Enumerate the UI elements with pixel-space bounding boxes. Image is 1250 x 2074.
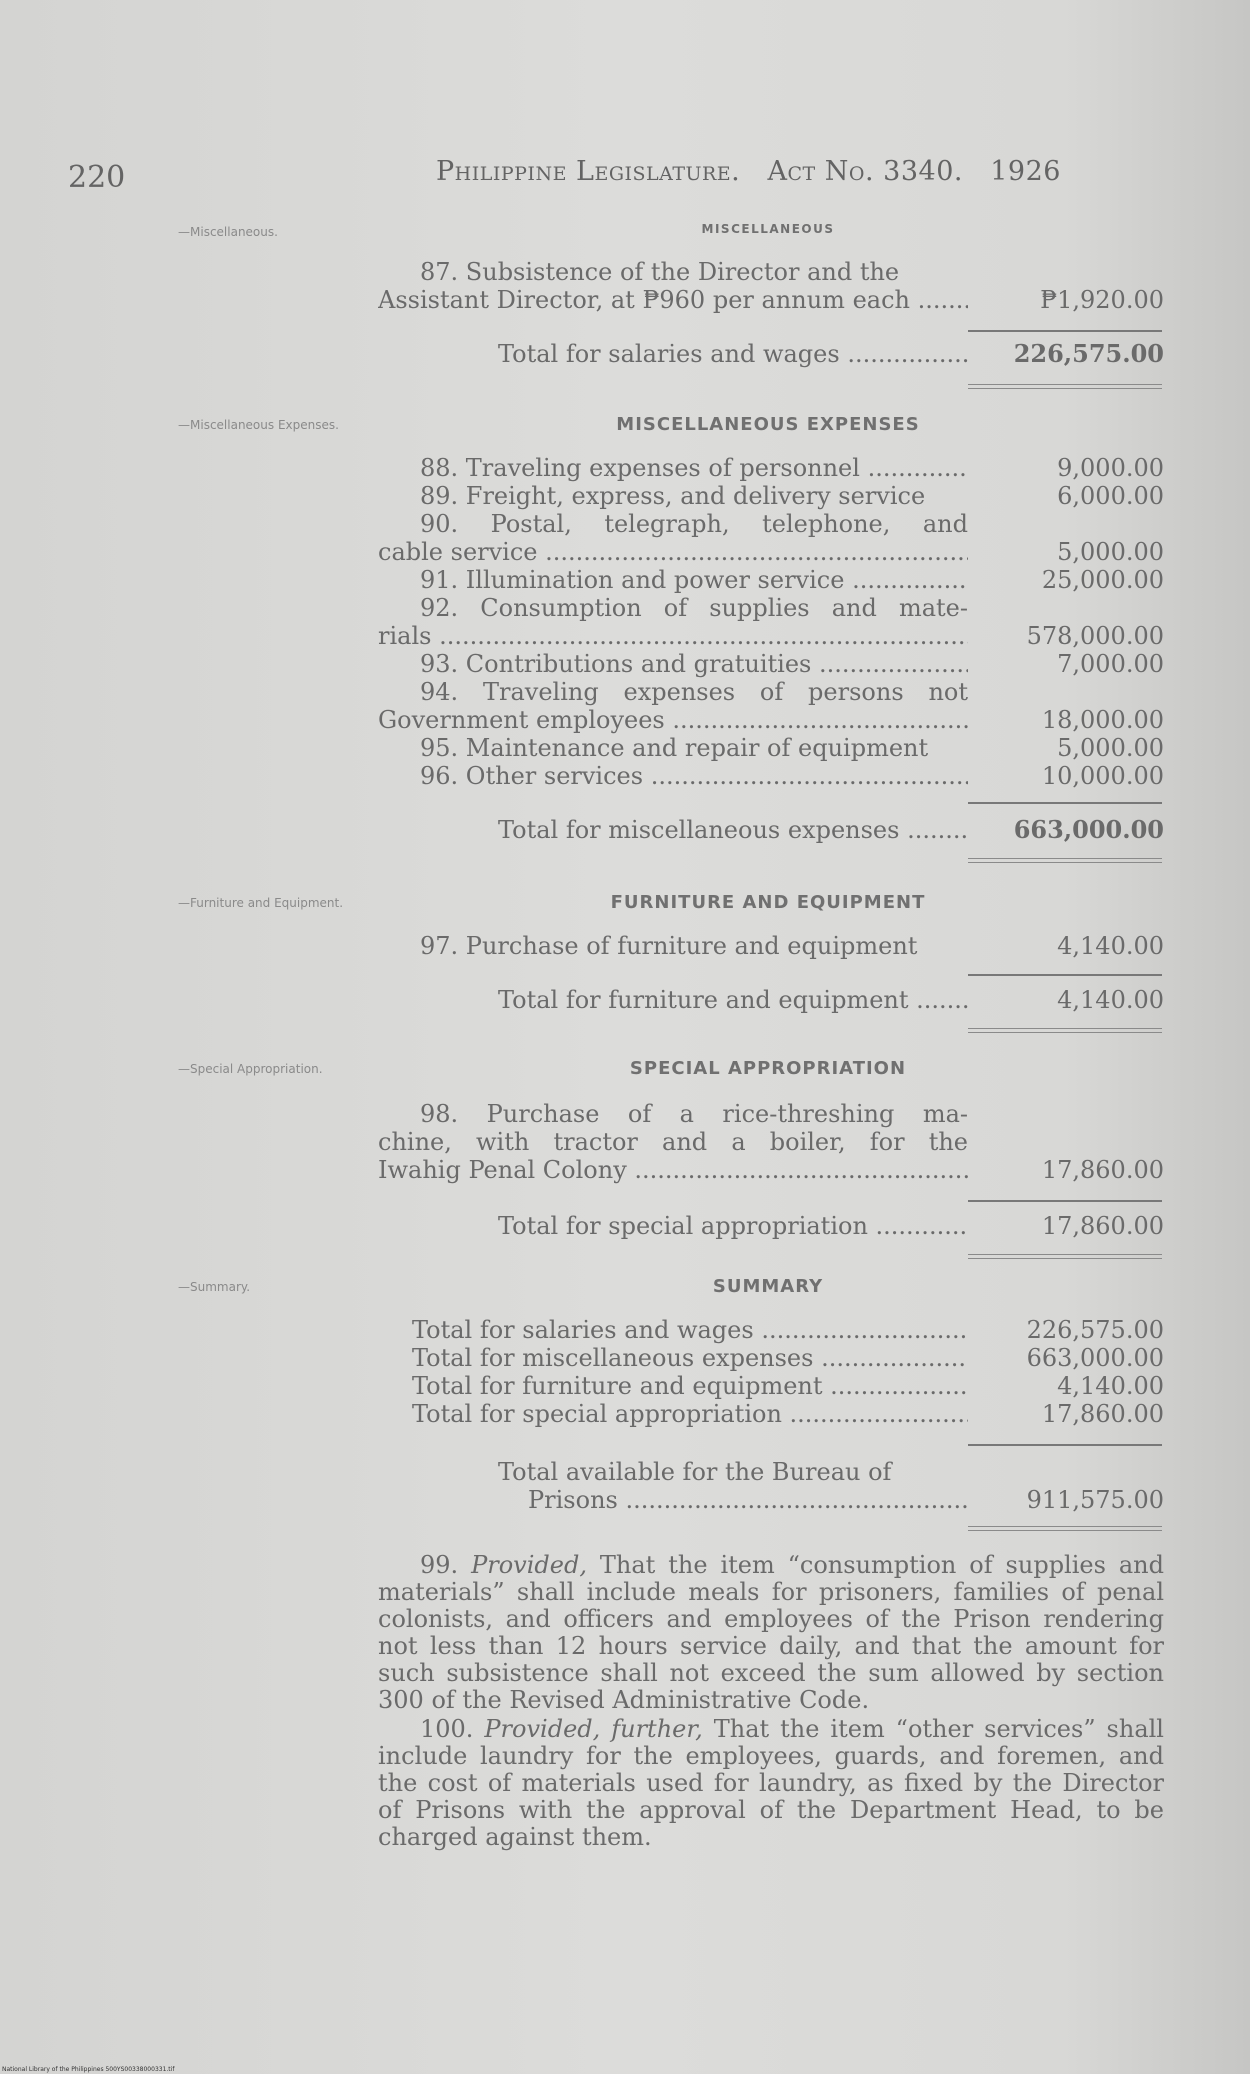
total-salaries-label: Total for salaries and wages ..... xyxy=(378,340,968,368)
summary-furniture-amount: 4,140.00 xyxy=(1057,1372,1164,1400)
total-salaries-amount: 226,575.00 xyxy=(1013,339,1164,368)
rule xyxy=(968,974,1162,976)
grand-total-line2: Prisons ..... xyxy=(378,1486,968,1514)
rule xyxy=(968,802,1162,804)
total-furniture-label: Total for furniture and equipment ..... xyxy=(378,986,968,1014)
item-98-line1: 98. Purchase of a rice-threshing ma- xyxy=(420,1100,968,1128)
summary-special-amount: 17,860.00 xyxy=(1041,1400,1164,1428)
double-rule xyxy=(968,1254,1162,1259)
running-header xyxy=(436,156,1061,187)
item-98-line3: Iwahig Penal Colony ..... xyxy=(378,1156,968,1184)
total-special-label: Total for special appropriation ..... xyxy=(378,1212,968,1240)
item-97: 97. Purchase of furniture and equipment xyxy=(420,932,918,960)
item-93-amount: 7,000.00 xyxy=(1057,650,1164,678)
double-rule xyxy=(968,384,1162,389)
item-92-line2: rials ..... xyxy=(378,622,968,650)
proviso-100-emphasis: Provided, further, xyxy=(484,1715,703,1743)
item-90-amount: 5,000.00 xyxy=(1057,538,1164,566)
proviso-99-text: That the item “consumption of supplies and materials” shall include meals for prisoners, families of penal colonists, and officers and employees of the Prison rendering not less than 12 hours service daily, and that the amount for such subsistence shall not exceed the sum allowed by section 300 of the Revised Administrative Code. xyxy=(378,1551,1164,1714)
summary-salaries-amount: 226,575.00 xyxy=(1026,1316,1164,1344)
proviso-99-emphasis: Provided, xyxy=(471,1551,587,1579)
item-87-line1: 87. Subsistence of the Director and the xyxy=(420,258,900,286)
header-legislature: Philippine Legislature. xyxy=(436,156,741,187)
proviso-99 xyxy=(378,1552,1164,1714)
item-93: 93. Contributions and gratuities ..... xyxy=(378,650,968,678)
item-91: 91. Illumination and power service ..... xyxy=(378,566,968,594)
grand-total-amount: 911,575.00 xyxy=(1026,1486,1164,1514)
proviso-100 xyxy=(378,1716,1164,1851)
page-number: 220 xyxy=(68,160,126,195)
summary-salaries: Total for salaries and wages ..... xyxy=(378,1316,968,1344)
section-heading-furniture: FURNITURE AND EQUIPMENT xyxy=(610,892,926,913)
proviso-100-text: That the item “other services” shall include laundry for the employees, guards, and foremen, and the cost of materials used for laundry, as fixed by the Director of Prisons with the approval of the Department Head, to be charged against them. xyxy=(378,1715,1164,1851)
margin-note-special: —Special Appropriation. xyxy=(178,1062,323,1076)
rule xyxy=(968,1200,1162,1202)
item-87-line2: Assistant Director, at ₱960 per annum each ..... xyxy=(378,286,968,314)
item-94-line2: Government employees ..... xyxy=(378,706,968,734)
total-furniture-amount: 4,140.00 xyxy=(1057,986,1164,1014)
rule xyxy=(968,1444,1162,1446)
item-95: 95. Maintenance and repair of equipment xyxy=(420,734,929,762)
item-88: 88. Traveling expenses of personnel ..... xyxy=(378,454,968,482)
total-misc-amount: 663,000.00 xyxy=(1013,815,1164,844)
summary-special: Total for special appropriation ..... xyxy=(378,1400,968,1428)
item-92-line1: 92. Consumption of supplies and mate- xyxy=(420,594,968,622)
rule xyxy=(968,330,1162,332)
item-89: 89. Freight, express, and delivery service xyxy=(420,482,926,510)
proviso-100-number: 100. xyxy=(420,1715,474,1743)
section-heading-special: SPECIAL APPROPRIATION xyxy=(629,1058,907,1079)
item-94-amount: 18,000.00 xyxy=(1041,706,1164,734)
item-98-amount: 17,860.00 xyxy=(1041,1156,1164,1184)
item-96-amount: 10,000.00 xyxy=(1041,762,1164,790)
margin-note-summary: —Summary. xyxy=(178,1280,251,1294)
header-act: Act No. 3340. xyxy=(767,156,963,187)
double-rule xyxy=(968,858,1162,863)
item-90-line1: 90. Postal, telegraph, telephone, and xyxy=(420,510,968,538)
double-rule xyxy=(968,1526,1162,1531)
item-98-line2: chine, with tractor and a boiler, for the xyxy=(378,1128,968,1156)
proviso-99-number: 99. xyxy=(420,1551,459,1579)
item-88-amount: 9,000.00 xyxy=(1057,454,1164,482)
margin-note-misc: —Miscellaneous. xyxy=(178,225,278,239)
item-94-line1: 94. Traveling expenses of persons not xyxy=(420,678,968,706)
item-89-amount: 6,000.00 xyxy=(1057,482,1164,510)
header-year: 1926 xyxy=(990,156,1061,187)
grand-total-line1: Total available for the Bureau of xyxy=(498,1458,892,1486)
section-heading-misc: MISCELLANEOUS xyxy=(701,222,835,236)
summary-furniture: Total for furniture and equipment ..... xyxy=(378,1372,968,1400)
item-92-amount: 578,000.00 xyxy=(1026,622,1164,650)
item-95-amount: 5,000.00 xyxy=(1057,734,1164,762)
total-misc-label: Total for miscellaneous expenses ..... xyxy=(378,816,968,844)
item-96: 96. Other services ..... xyxy=(378,762,968,790)
summary-misc-amount: 663,000.00 xyxy=(1026,1344,1164,1372)
item-87-amount: ₱1,920.00 xyxy=(1040,286,1164,314)
margin-note-misc-expenses: —Miscellaneous Expenses. xyxy=(178,418,339,432)
summary-misc: Total for miscellaneous expenses ..... xyxy=(378,1344,968,1372)
item-97-amount: 4,140.00 xyxy=(1057,932,1164,960)
double-rule xyxy=(968,1028,1162,1033)
item-91-amount: 25,000.00 xyxy=(1041,566,1164,594)
margin-note-furniture: —Furniture and Equipment. xyxy=(178,896,344,910)
section-heading-misc-expenses: MISCELLANEOUS EXPENSES xyxy=(616,414,920,435)
section-heading-summary: SUMMARY xyxy=(712,1276,824,1297)
item-90-line2: cable service ..... xyxy=(378,538,968,566)
total-special-amount: 17,860.00 xyxy=(1041,1212,1164,1240)
scan-footer: National Library of the Philippines 500YS00338000331.tif xyxy=(2,2066,175,2073)
